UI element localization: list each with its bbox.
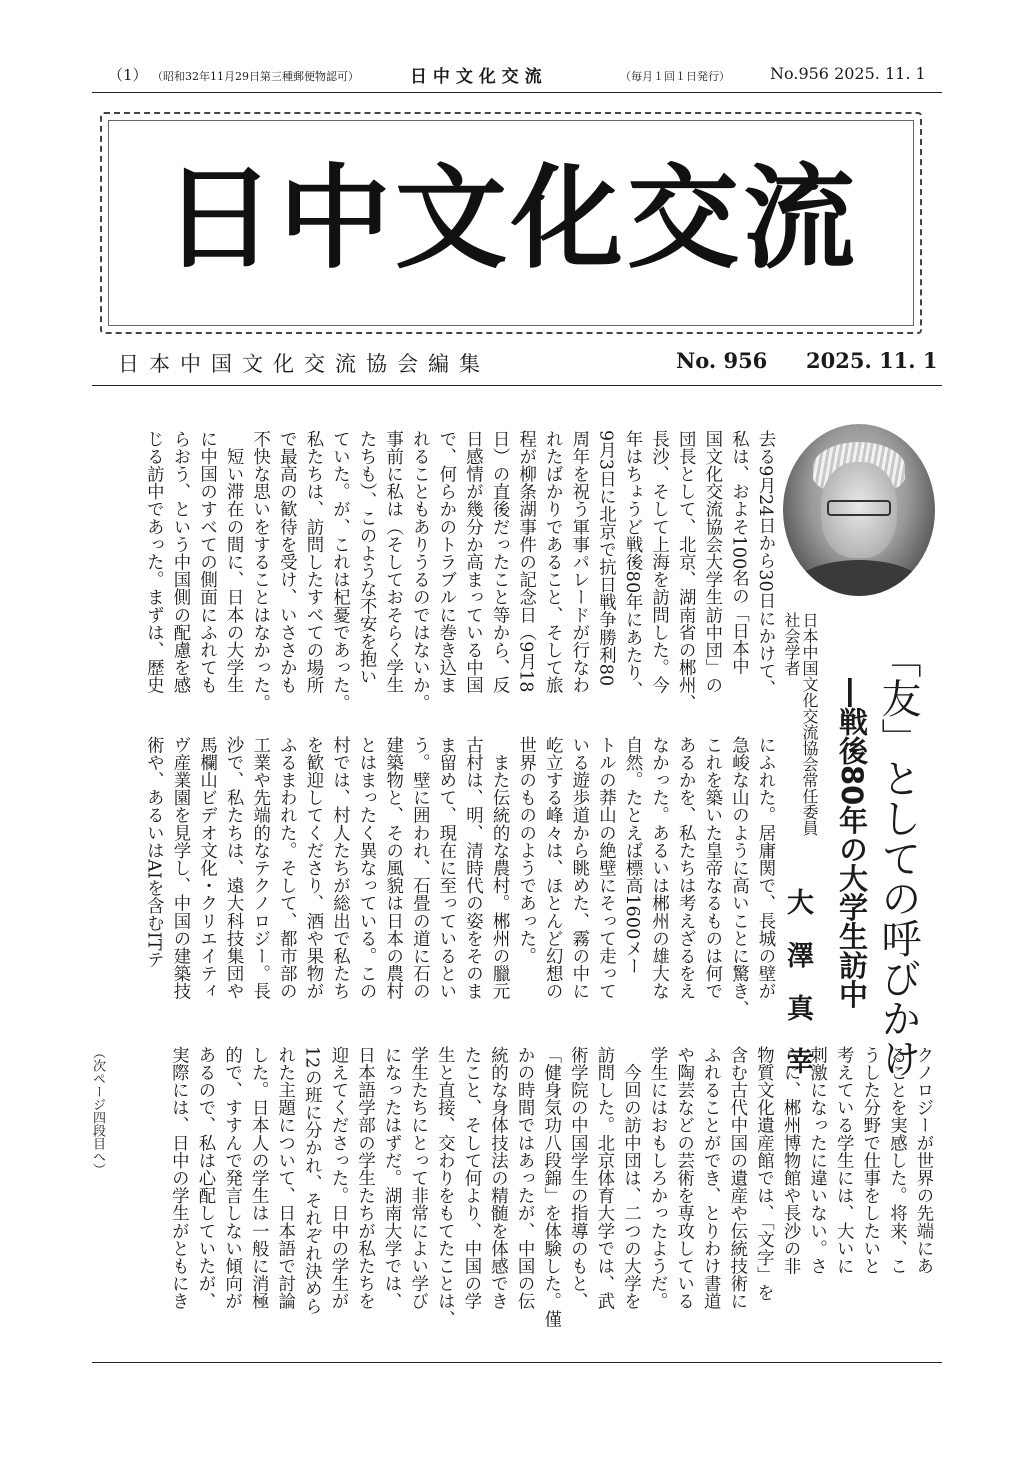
- text-line: 馬欄山ビデオ文化・クリエイティ: [196, 736, 217, 1000]
- photo-body: [791, 560, 927, 596]
- text-line: 去る9月24日から30日にかけて、: [755, 430, 775, 698]
- text-line: ふるまわれた。そして、都市部の: [276, 736, 297, 1000]
- text-line: 12の班に分かれ、それぞれ決めら: [301, 1046, 322, 1315]
- text-line: トルの莽山の絶壁にそって走って: [595, 736, 616, 1000]
- text-line: 団長として、北京、湖南省の郴州、: [675, 430, 696, 712]
- author-name: 大澤真幸: [782, 888, 813, 1100]
- text-line: 不快な思いをすることはなかった。: [249, 430, 270, 712]
- text-line: 術や、あるいはAIを含むITテ: [143, 736, 164, 969]
- text-line: 自然。たとえば標高1600メー: [622, 736, 643, 975]
- text-line: 村では、村人たちが総出で私たち: [329, 736, 350, 1000]
- text-line: 古村は、明、清時代の姿をそのま: [462, 736, 483, 1000]
- text-line: 実際には、日中の学生がともにき: [168, 1046, 189, 1310]
- tier3-text: [165, 1046, 936, 1344]
- header-paper-name: 日 中 文 化 交 流: [410, 67, 542, 87]
- footer-rule: [92, 1362, 942, 1363]
- text-line: れた主題について、日本語で討論: [274, 1046, 295, 1310]
- text-line: れたばかりであること、そして旅: [542, 430, 563, 694]
- text-line: 的で、すすんで発言しない傾向が: [221, 1046, 242, 1310]
- text-line: 学生にはおもしろかったようだ。: [647, 1046, 668, 1310]
- text-line: らに、郴州博物館や長沙の非: [780, 1046, 801, 1275]
- text-line: 刺激になったに違いない。さ: [806, 1046, 827, 1275]
- text-line: 国文化交流協会大学生訪中団」の: [701, 430, 722, 694]
- text-line: たちも）、このような不安を抱い: [356, 430, 377, 686]
- tier1-block: [86, 430, 778, 715]
- text-line: 屹立する峰々は、ほとんど幻想の: [542, 736, 563, 1000]
- text-line: うした分野で仕事をしたいと: [859, 1046, 880, 1275]
- text-line: した。日本人の学生は一般に消極: [248, 1046, 269, 1310]
- text-line: を歓迎してくださり、酒や果物が: [302, 736, 323, 1000]
- text-line: あるので、私は心配していたが、: [194, 1046, 215, 1310]
- text-line: 世界のもののようであった。: [515, 736, 536, 965]
- text-line: 学生たちにとって非常によい学び: [407, 1046, 428, 1310]
- text-line: になったはずだ。湖南大学では、: [381, 1046, 402, 1310]
- text-line: 9月3日に北京で抗日戦争勝利80: [595, 430, 616, 687]
- text-line: ま留めて、現在に至っているとい: [435, 736, 456, 1000]
- article-title: 「友」としての呼びかけ: [875, 638, 921, 1078]
- text-line: ヴ産業園を見学し、中国の建築技: [169, 736, 190, 1000]
- text-line: いる遊歩道から眺めた、霧の中に: [568, 736, 589, 1000]
- author-role-2: 社会学者: [782, 612, 801, 676]
- text-line: あるかを、私たちは考えざるをえ: [675, 736, 696, 1000]
- text-line: たこと、そして何より、中国の学: [460, 1046, 481, 1310]
- text-line: で最高の歓待を受け、いささかも: [276, 430, 297, 694]
- text-line: 迎えてくださった。日中の学生が: [327, 1046, 348, 1310]
- continued-note: （次ページ四段目へ）: [90, 1046, 105, 1176]
- masthead-title: 日中文化交流: [163, 153, 859, 284]
- text-line: 周年を祝う軍事パレードが行なわ: [568, 430, 589, 694]
- photo-glasses: [827, 500, 891, 516]
- text-line: 生と直接、交わりをもてたことは、: [434, 1046, 455, 1328]
- text-line: に中国のすべての側面にふれても: [196, 430, 217, 694]
- text-line: なかった。あるいは郴州の雄大な: [648, 736, 669, 1000]
- text-line: クノロジーが世界の先端にあ: [913, 1046, 933, 1275]
- text-line: う。壁に囲われ、石畳の道に石の: [409, 736, 430, 1000]
- text-line: 日）の直後だったこと等から、反: [489, 430, 510, 694]
- text-line: 程が柳条湖事件の記念日（9月18: [515, 430, 536, 693]
- text-line: 長沙、そして上海を訪問した。今: [648, 430, 669, 694]
- text-line: 建築物と、その風貌は日本の農村: [382, 736, 403, 1000]
- header-issue: No.956 2025. 11. 1: [770, 64, 926, 83]
- publication-schedule: （毎月１回１日発行）: [620, 70, 730, 83]
- text-line: 日本語学部の学生たちが私たちを: [354, 1046, 375, 1310]
- text-line: 工業や先端的なテクノロジー。長: [249, 736, 270, 1000]
- text-line: 短い滞在の間に、日本の大学生: [223, 430, 244, 694]
- text-line: ふれることができ、とりわけ書道: [700, 1046, 721, 1310]
- text-line: また伝統的な農村。郴州の臘元: [489, 736, 510, 1000]
- text-line: 物質文化遺産館では、「文字」を: [753, 1046, 774, 1302]
- text-line: これを築いた皇帝なるものは何で: [701, 736, 722, 1000]
- article-subtitle: ―戦後80年の大学生訪中: [835, 678, 869, 1009]
- text-line: で、何らかのトラブルに巻き込ま: [435, 430, 456, 694]
- text-line: にふれた。居庸関で、長城の壁が: [755, 736, 775, 1000]
- tier2-block: [86, 736, 778, 1024]
- issue-date: 2025. 11. 1: [806, 348, 938, 373]
- author-role: 日本中国文化交流協会常任委員: [800, 612, 819, 836]
- text-line: 年はちょうど戦後80年にあたり、: [622, 430, 643, 699]
- text-line: とはまったく異なっている。この: [356, 736, 377, 1000]
- text-line: れることもありうるのではないか。: [409, 430, 430, 712]
- text-line: 「健身気功八段錦」を体験した。僅: [540, 1046, 561, 1328]
- text-line: 事前に私は（そしておそらく学生: [382, 430, 403, 694]
- text-line: じる訪中であった。まずは、歴史: [143, 430, 164, 694]
- postal-permit: （昭和32年11月29日第三種郵便物認可）: [152, 70, 359, 83]
- text-line: 考えている学生には、大いに: [833, 1046, 854, 1275]
- subheader-rule: [92, 385, 942, 386]
- tier3-block: [108, 1046, 936, 1344]
- text-line: 今回の訪中団は、二つの大学を: [620, 1046, 641, 1310]
- text-line: 沙で、私たちは、遠大科技集団や: [223, 736, 244, 1000]
- text-line: 日感情が幾分か高まっている中国: [462, 430, 483, 694]
- text-line: 含む古代中国の遺産や伝統技術に: [726, 1046, 747, 1310]
- header-rule: [92, 92, 942, 93]
- text-line: や陶芸などの芸術を専攻している: [673, 1046, 694, 1310]
- masthead-frame: [100, 112, 922, 334]
- page-number: （1）: [108, 66, 148, 84]
- text-line: 統的な身体技法の精髄を体感でき: [487, 1046, 508, 1310]
- text-line: らおう、という中国側の配慮を感: [169, 430, 190, 694]
- text-line: 私たちは、訪問したすべての場所: [302, 430, 323, 694]
- text-line: 訪問した。北京体育大学では、武: [593, 1046, 614, 1310]
- text-line: 急峻な山のように高いことに驚き、: [728, 736, 749, 1018]
- text-line: ていた。が、これは杞憂であった。: [329, 430, 350, 712]
- text-line: 術学院の中国学生の指導のもと、: [567, 1046, 588, 1310]
- text-line: 私は、およそ100名の「日本中: [728, 430, 749, 675]
- tier2-text: [140, 736, 778, 1024]
- author-photo: [783, 424, 935, 596]
- tier1-text: [140, 430, 778, 715]
- text-line: ることを実感した。将来、こ: [886, 1046, 907, 1275]
- editor-credit: 日本中国文化交流協会編集: [118, 352, 490, 376]
- text-line: かの時間ではあったが、中国の伝: [514, 1046, 535, 1310]
- issue-number: No. 956: [676, 348, 768, 373]
